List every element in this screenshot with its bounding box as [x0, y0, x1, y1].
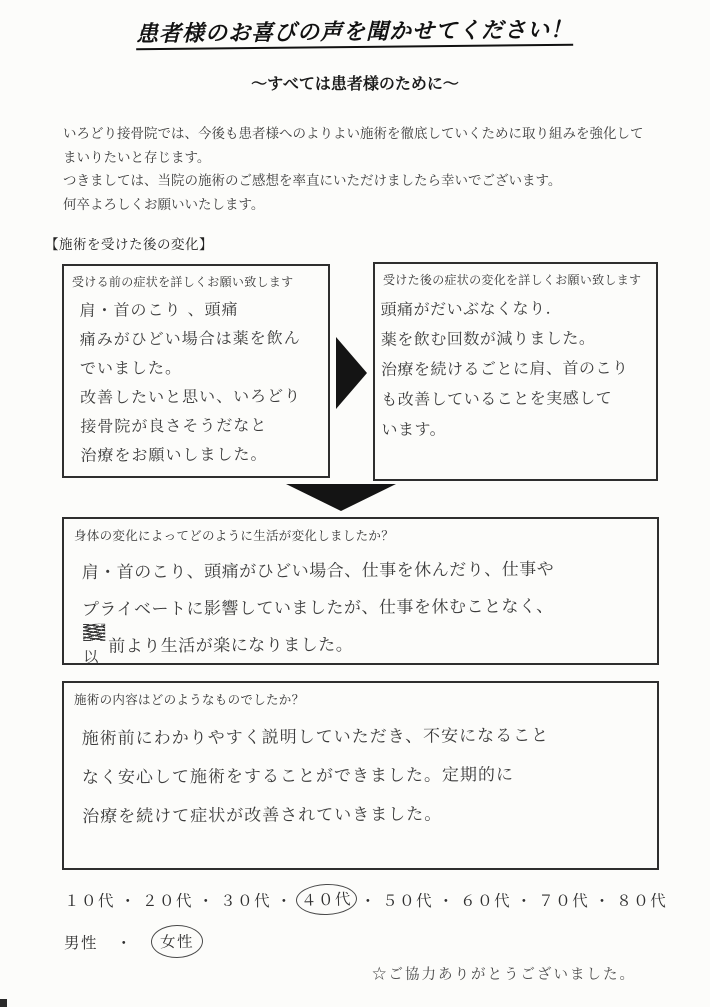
handwritten-line: 肩・首のこり 、頭痛 — [79, 299, 239, 320]
age-option-20s: ２０代 — [142, 892, 194, 910]
before-symptoms-question: 受ける前の症状を詳しくお願い致します — [72, 275, 294, 289]
arrow-down-icon — [286, 484, 396, 511]
handwritten-line: 施術前にわかりやすく説明していただき、不安になること — [81, 725, 550, 749]
age-option-50s: ５０代 — [382, 892, 434, 910]
page-title: 患者様のお喜びの声を聞かせてください！ — [136, 16, 574, 47]
arrow-right-icon — [336, 337, 367, 409]
after-symptoms-question: 受けた後の症状の変化を詳しくお願い致します — [383, 273, 642, 287]
age-option-80s: ８０代 — [616, 892, 668, 910]
life-change-box — [62, 517, 659, 665]
separator-dot: ・ — [276, 892, 294, 910]
handwritten-line: 改善したいと思い、いろどり — [80, 386, 302, 407]
separator-dot: ・ — [516, 892, 534, 910]
handwritten-line: なく安心して施術をすることができました。定期的に — [81, 764, 515, 788]
handwritten-line: 治療をお願いしました。 — [80, 444, 268, 465]
separator-dot: ・ — [198, 892, 216, 910]
treatment-content-answer — [82, 716, 648, 837]
intro-paragraph — [63, 122, 663, 216]
gender-options-row — [64, 930, 203, 953]
handwritten-line: 痛みがひどい場合は薬を飲ん — [79, 328, 301, 349]
age-option-60s: ６０代 — [460, 892, 512, 910]
handwritten-line: も改善していることを実感して — [381, 388, 613, 409]
scribbled-out-char — [82, 632, 108, 666]
thanks-note: ☆ご協力ありがとうございました。 — [372, 967, 636, 983]
age-option-10s: １０代 — [64, 892, 116, 910]
age-option-30s: ３０代 — [220, 892, 272, 910]
gender-option-male: 男性 — [64, 934, 99, 952]
handwritten-line: 薬を飲む回数が減りました。 — [380, 328, 596, 349]
handwritten-line: 治療を続けるごとに肩、首のこり — [380, 358, 629, 379]
age-option-70s: ７０代 — [538, 892, 590, 910]
gender-option-female-selected: 女性 — [151, 925, 204, 959]
life-change-question: 身体の変化によってどのように生活が変化しましたか？ — [74, 529, 395, 543]
separator-dot: ・ — [594, 892, 612, 910]
handwritten-line: 接骨院が良さそうだなと — [80, 415, 268, 436]
page-subtitle: ～すべては患者様のために～ — [251, 76, 459, 93]
after-symptoms-box — [373, 262, 658, 481]
before-symptoms-box — [62, 264, 330, 478]
intro-line: つきましては、当院の施術のご感想を率直にいただけましたら幸いでございます。 — [63, 173, 562, 188]
intro-line: まいりたいと存じます。 — [63, 149, 211, 165]
handwritten-text: 前より生活が楽になりました。 — [108, 635, 354, 657]
separator-dot: ・ — [360, 892, 378, 910]
separator-dot: ・ — [120, 892, 138, 910]
age-options-row — [64, 888, 667, 911]
section-header: 【施術を受けた後の変化】 — [45, 237, 213, 252]
separator-dot: ・ — [116, 934, 134, 952]
life-change-answer — [82, 551, 648, 666]
separator-dot: ・ — [438, 892, 456, 910]
scan-artifact — [0, 999, 7, 1007]
handwritten-line: います。 — [381, 419, 447, 439]
handwritten-line: 治療を続けて症状が改善されていきました。 — [82, 804, 443, 827]
handwritten-line: でいました。 — [79, 358, 182, 378]
correction-char: 以 — [83, 647, 99, 666]
intro-line: 何卒よろしくお願いいたします。 — [63, 196, 265, 212]
treatment-content-box — [62, 681, 659, 870]
intro-line: いろどり接骨院では、今後も患者様へのよりよい施術を徹底していくために取り組みを強化して — [63, 126, 644, 141]
treatment-content-question: 施術の内容はどのようなものでしたか？ — [74, 693, 305, 707]
before-symptoms-answer — [79, 294, 322, 470]
handwritten-line: 肩・首のこり、頭痛がひどい場合、仕事を休んだり、仕事や — [81, 559, 555, 583]
after-symptoms-answer — [380, 293, 652, 445]
handwritten-line — [82, 625, 647, 666]
age-option-40s-selected: ４０代 — [296, 883, 358, 916]
handwritten-line: 頭痛がだいぶなくなり． — [380, 298, 563, 319]
handwritten-line: プライベートに影響していましたが、仕事を休むことなく、 — [81, 596, 554, 620]
